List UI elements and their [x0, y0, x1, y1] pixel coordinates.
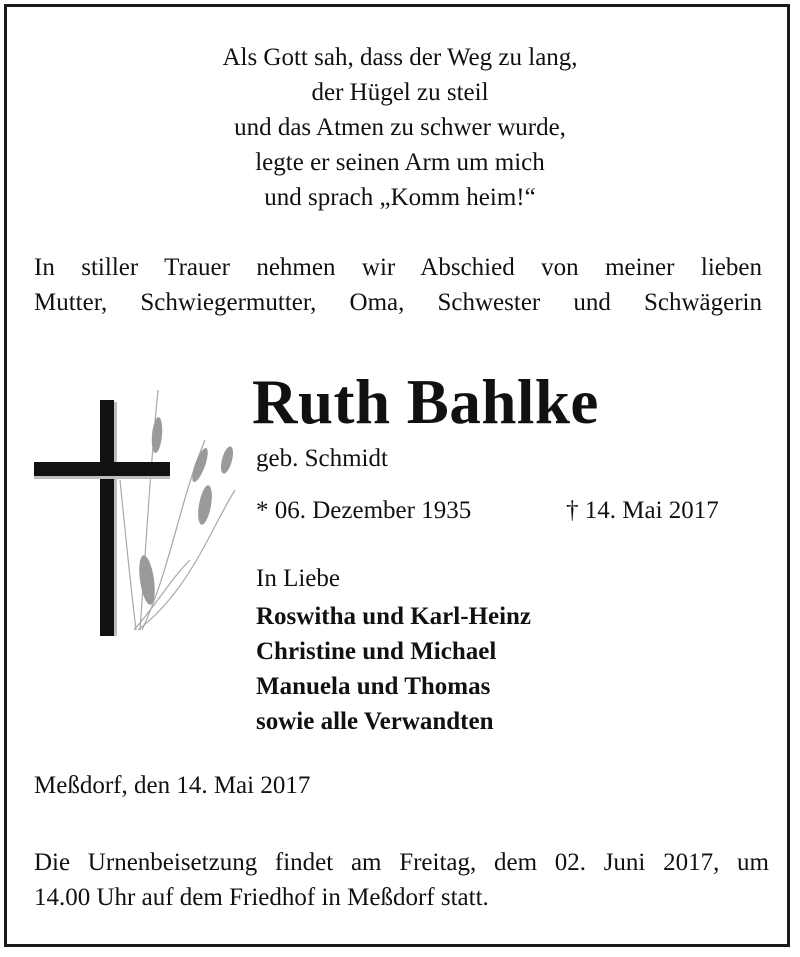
mourner: Christine und Michael: [256, 638, 497, 665]
mourner: Manuela und Thomas: [256, 673, 491, 700]
mourner: Roswitha und Karl-Heinz: [256, 603, 532, 630]
birth-name: geb. Schmidt: [256, 445, 388, 472]
burial-line: 14.00 Uhr auf dem Friedhof in Meßdorf statt.: [34, 884, 489, 911]
intro-line: Mutter, Schwiegermutter, Oma, Schwester und Schwägerin: [34, 289, 762, 316]
mourner: sowie alle Verwandten: [256, 708, 494, 735]
poem-line: und sprach „Komm heim!“: [264, 184, 536, 211]
burial-line: Die Urnenbeisetzung findet am Freitag, dem 02. Juni 2017, um: [34, 849, 769, 876]
intro-text: [34, 250, 762, 320]
poem-line: Als Gott sah, dass der Weg zu lang,: [222, 44, 578, 71]
poem-line: und das Atmen zu schwer wurde,: [234, 114, 566, 141]
wheat-icon: [120, 390, 235, 630]
in-love-label: In Liebe: [256, 565, 340, 592]
burial-info: [34, 845, 769, 915]
poem-line: legte er seinen Arm um mich: [255, 149, 545, 176]
cross-emblem: [30, 380, 240, 640]
intro-line: In stiller Trauer nehmen wir Abschied von meiner lieben: [34, 254, 762, 281]
place-date: Meßdorf, den 14. Mai 2017: [34, 772, 311, 799]
poem-line: der Hügel zu steil: [311, 79, 489, 106]
birth-date: * 06. Dezember 1935: [256, 497, 472, 524]
death-date: † 14. Mai 2017: [566, 497, 719, 524]
poem: [0, 40, 800, 215]
deceased-name: Ruth Bahlke: [252, 367, 599, 437]
mourners-list: [256, 599, 531, 739]
